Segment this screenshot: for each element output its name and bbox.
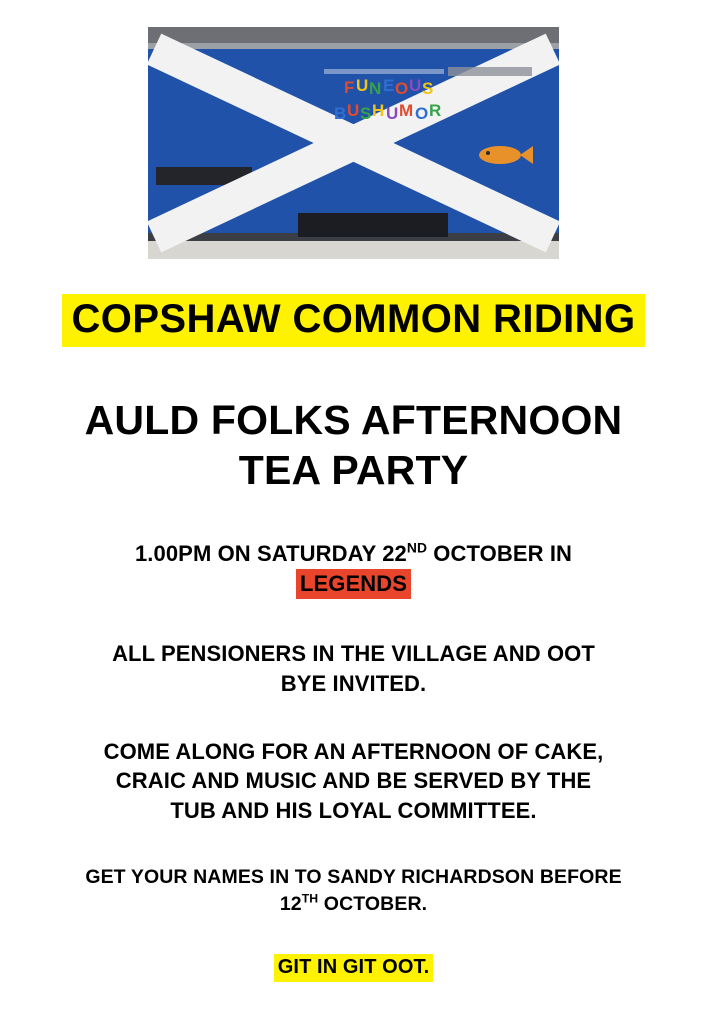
event-datetime-prefix: 1.00PM ON SATURDAY 22 — [134, 540, 407, 566]
svg-text:F: F — [344, 78, 355, 97]
rsvp-deadline-ordinal: TH — [301, 891, 319, 906]
invitation-line-1: ALL PENSIONERS IN THE VILLAGE AND OOT — [112, 641, 595, 667]
rsvp-block — [0, 864, 707, 919]
event-datetime-line — [0, 539, 707, 569]
svg-text:U: U — [409, 76, 422, 95]
svg-text:O: O — [415, 104, 429, 123]
come-along-line-2: CRAIC AND MUSIC AND BE SERVED BY THE — [115, 768, 592, 794]
rsvp-line-1: GET YOUR NAMES IN TO SANDY RICHARDSON BEFORE — [85, 865, 622, 888]
poster-title — [0, 294, 707, 347]
event-venue-name: LEGENDS — [296, 569, 411, 600]
rsvp-line-2 — [0, 891, 707, 918]
svg-text:U: U — [386, 104, 399, 123]
svg-text:N: N — [369, 79, 382, 98]
poster-page — [0, 27, 707, 1027]
event-datetime-suffix: OCTOBER IN — [427, 540, 573, 566]
poster-title-text: COPSHAW COMMON RIDING — [62, 294, 646, 347]
poster-headline — [0, 395, 707, 495]
come-along-line-1: COME ALONG FOR AN AFTERNOON OF CAKE, — [103, 738, 604, 764]
come-along-line-3: TUB AND HIS LOYAL COMMITTEE. — [170, 797, 537, 823]
date-ordinal-suffix: ND — [406, 539, 428, 556]
svg-text:O: O — [395, 79, 409, 98]
svg-text:R: R — [429, 101, 442, 120]
headline-line-2: TEA PARTY — [238, 446, 469, 493]
rsvp-deadline-month: OCTOBER. — [318, 892, 428, 915]
rsvp-deadline-day: 12 — [279, 892, 302, 915]
invitation-block — [0, 639, 707, 698]
svg-text:M: M — [399, 101, 414, 120]
headline-line-1: AULD FOLKS AFTERNOON — [84, 396, 623, 443]
saltire-flag-graphic — [148, 27, 559, 259]
event-when-block — [0, 539, 707, 599]
saltire-banner-photo — [148, 27, 559, 259]
footer-slogan-text: GIT IN GIT OOT. — [274, 954, 434, 982]
svg-text:U: U — [356, 76, 369, 95]
event-venue-line — [0, 569, 707, 600]
svg-text:H: H — [372, 101, 385, 120]
svg-text:S: S — [422, 79, 434, 98]
come-along-block — [0, 737, 707, 826]
footer-slogan — [0, 954, 707, 982]
svg-text:S: S — [360, 104, 372, 123]
svg-text:B: B — [334, 104, 347, 123]
svg-text:U: U — [347, 101, 360, 120]
svg-text:E: E — [383, 76, 395, 95]
invitation-line-2: BYE INVITED. — [280, 670, 427, 696]
